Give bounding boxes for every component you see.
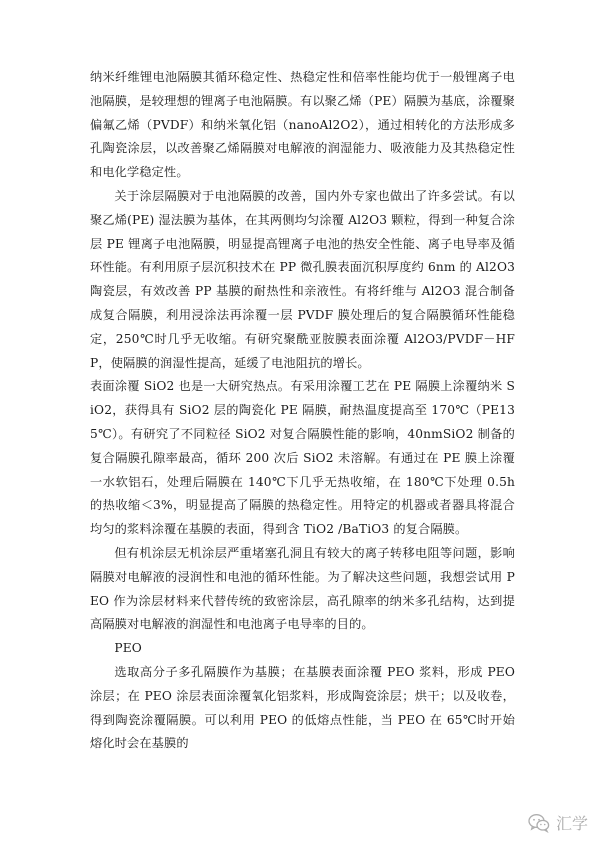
paragraph-3: 表面涂覆 SiO2 也是一大研究热点。有采用涂覆工艺在 PE 隔膜上涂覆纳米 SiO2，获得具有 SiO2 层的陶瓷化 PE 隔膜，耐热温度提高至 170℃（PE135℃）。有研究了不同粒径 SiO2 对复合隔膜性能的影响，40nmSiO2 制备的复合隔膜孔隙率最高，循环 200 次后 SiO2 未溶解。有通过在 PE 膜上涂覆一水软铝石，处理后隔膜在 140℃下几乎无热收缩，在 180℃下处理 0.5h 的热收缩＜3%，明显提高了隔膜的热稳定性。用特定的机器或者器具将混合均匀的浆料涂覆在基膜的表面，得到含 TiO2 /BaTiO3 的复合隔膜。 bbox=[90, 379, 515, 537]
watermark bbox=[528, 811, 588, 834]
document-body bbox=[90, 66, 515, 756]
paragraph-1: 纳米纤维锂电池隔膜其循环稳定性、热稳定性和倍率性能均优于一般锂离子电池隔膜，是较理想的锂离子电池隔膜。有以聚乙烯（PE）隔膜为基底，涂覆聚偏氟乙烯（PVDF）和纳米氧化铝（nanoAl2O2），通过相转化的方法形成多孔陶瓷涂层，以改善聚乙烯隔膜对电解液的润湿能力、吸液能力及其热稳定性和电化学稳定性。 bbox=[90, 70, 515, 180]
paragraph-2: 关于涂层隔膜对于电池隔膜的改善，国内外专家也做出了许多尝试。有以聚乙烯(PE) 湿法膜为基体，在其两侧均匀涂覆 Al2O3 颗粒，得到一种复合涂层 PE 锂离子电池隔膜，明显提高锂离子电池的热安全性能、离子电导率及循环性能。有利用原子层沉积技术在 PP 微孔膜表面沉积厚度约 6nm 的 Al2O3 陶瓷层，有效改善 PP 基膜的耐热性和亲液性。有将纤维与 Al2O3 混合制备成复合隔膜，利用浸涂法再涂覆一层 PVDF 膜处理后的复合隔膜循环性能稳定，250℃时几乎无收缩。有研究聚酰亚胺膜表面涂覆 Al2O3/PVDF－HFP，使隔膜的润湿性提高，延缓了电池阻抗的增长。 bbox=[90, 188, 515, 370]
paragraph-5-heading: PEO bbox=[114, 641, 142, 656]
paragraph-6: 选取高分子多孔隔膜作为基膜；在基膜表面涂覆 PEO 浆料，形成 PEO 涂层；在 PEO 涂层表面涂覆氧化铝浆料，形成陶瓷涂层；烘干；以及收卷，得到陶瓷涂覆隔膜。可以利用 PEO 的低熔点性能，当 PEO 在 65℃时开始熔化时会在基膜的 bbox=[90, 664, 515, 751]
watermark-text: 汇学 bbox=[555, 814, 588, 833]
wechat-icon bbox=[528, 813, 550, 833]
paragraph-4: 但有机涂层无机涂层严重堵塞孔洞且有较大的离子转移电阻等问题，影响隔膜对电解液的浸润性和电池的循环性能。为了解决这些问题，我想尝试用 PEO 作为涂层材料来代替传统的致密涂层，高孔隙率的纳米多孔结构，达到提高隔膜对电解液的润湿性和电池离子电导率的目的。 bbox=[90, 545, 515, 632]
